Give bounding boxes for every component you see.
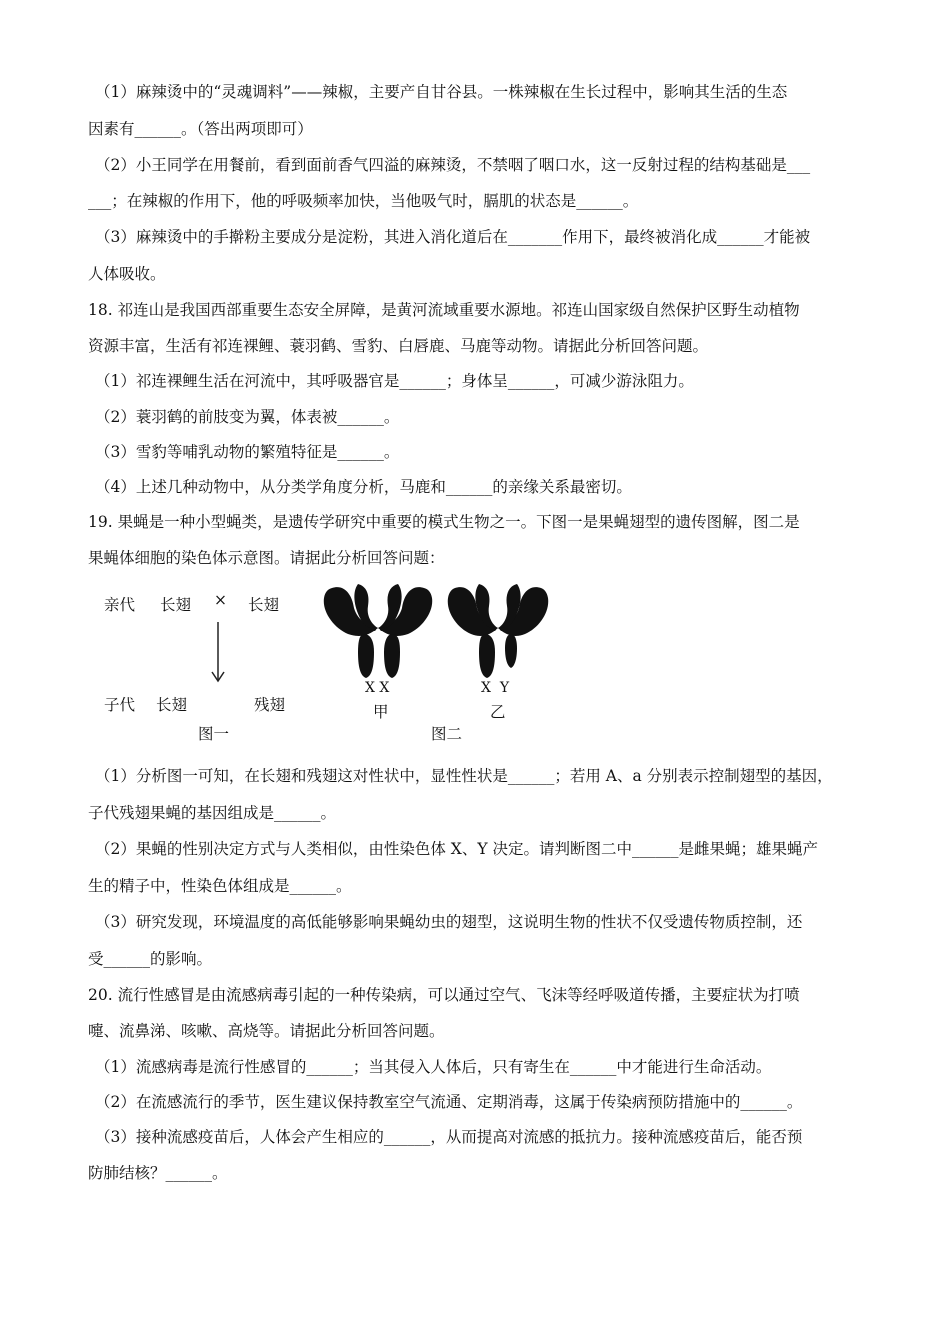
fig2-yi-label: 乙	[490, 703, 506, 721]
fig1-caption: 图一	[198, 725, 230, 743]
fig1-parent-b: 长翅	[248, 596, 280, 614]
q19-stem-line2: 果蝇体细胞的染色体示意图。请据此分析回答问题：	[88, 549, 445, 567]
q20-sub2: （2）在流感流行的季节，医生建议保持教室空气流通、定期消毒，这属于传染病预防措施中的______。	[95, 1093, 803, 1111]
q19-sub1-line2: 子代残翅果蝇的基因组成是______。	[88, 804, 337, 822]
q17-part2-line2: ___；在辣椒的作用下，他的呼吸频率加快，当他吸气时，膈肌的状态是______。	[88, 192, 639, 210]
q17-part1-line1: （1）麻辣烫中的“灵魂调料”——辣椒，主要产自甘谷县。一株辣椒在生长过程中，影响其生活的生态	[95, 83, 788, 101]
q20-stem-line2: 嚏、流鼻涕、咳嗽、高烧等。请据此分析回答问题。	[88, 1022, 445, 1040]
fig1-child-a: 长翅	[156, 696, 188, 714]
q19-sub3-line2: 受______的影响。	[88, 950, 213, 968]
fig1-parent-a: 长翅	[160, 596, 192, 614]
fig1-parent-label: 亲代	[104, 596, 136, 614]
fig2-jia-chromosomes: X X	[365, 680, 390, 696]
fig2-caption: 图二	[431, 725, 463, 743]
q18-stem-line2: 资源丰富，生活有祁连裸鲤、蓑羽鹤、雪豹、白唇鹿、马鹿等动物。请据此分析回答问题。	[88, 337, 709, 355]
q17-part3-line1: （3）麻辣烫中的手擀粉主要成分是淀粉，其进入消化道后在_______作用下，最终被消化成______才能被	[95, 228, 811, 246]
q19-sub1-line1: （1）分析图一可知，在长翅和残翅这对性状中，显性性状是______；若用 A、a 分别表示控制翅型的基因，	[95, 767, 833, 785]
q19-sub2-line2: 生的精子中，性染色体组成是______。	[88, 877, 352, 895]
fig1-child-b: 残翅	[254, 696, 286, 714]
q20-sub3-line1: （3）接种流感疫苗后，人体会产生相应的______，从而提高对流感的抵抗力。接种流感疫苗后，能否预	[95, 1128, 803, 1146]
q18-sub1: （1）祁连裸鲤生活在河流中，其呼吸器官是______；身体呈______，可减少游泳阻力。	[95, 372, 694, 390]
q20-sub3-line2: 防肺结核？______。	[88, 1164, 228, 1182]
fig2-jia-label: 甲	[373, 703, 389, 721]
q19-stem-line1: 19. 果蝇是一种小型蝇类，是遗传学研究中重要的模式生物之一。下图一是果蝇翅型的遗传图解，图二是	[88, 513, 800, 531]
q20-stem-line1: 20. 流行性感冒是由流感病毒引起的一种传染病，可以通过空气、飞沫等经呼吸道传播，主要症状为打喷	[88, 986, 800, 1004]
fig1-child-label: 子代	[104, 696, 136, 714]
q17-part2-line1: （2）小王同学在用餐前，看到面前香气四溢的麻辣烫，不禁咽了咽口水，这一反射过程的结构基础是___	[95, 156, 811, 174]
q18-stem-line1: 18. 祁连山是我国西部重要生态安全屏障，是黄河流域重要水源地。祁连山国家级自然保护区野生动植物	[88, 301, 800, 319]
q18-sub3: （3）雪豹等哺乳动物的繁殖特征是______。	[95, 443, 400, 461]
q20-sub1: （1）流感病毒是流行性感冒的______；当其侵入人体后，只有寄生在______中才能进行生命活动。	[95, 1058, 772, 1076]
q17-part3-line2: 人体吸收。	[88, 265, 166, 283]
fig2-yi-chromosomes: X Y	[481, 680, 510, 696]
q18-sub2: （2）蓑羽鹤的前肢变为翼，体表被______。	[95, 408, 400, 426]
chromosome-set-jia-icon	[318, 582, 438, 682]
q19-sub3-line1: （3）研究发现，环境温度的高低能够影响果蝇幼虫的翅型，这说明生物的性状不仅受遗传物质控制，还	[95, 913, 803, 931]
q18-sub4: （4）上述几种动物中，从分类学角度分析，马鹿和______的亲缘关系最密切。	[95, 478, 632, 496]
fig1-down-arrow	[208, 622, 228, 684]
fig1-cross-symbol: ×	[214, 591, 227, 609]
q19-sub2-line1: （2）果蝇的性别决定方式与人类相似，由性染色体 X、Y 决定。请判断图二中______是雌果蝇；雄果蝇产	[95, 840, 818, 858]
chromosome-set-yi-icon	[443, 582, 553, 682]
q17-part1-line2: 因素有______。（答出两项即可）	[88, 120, 313, 138]
